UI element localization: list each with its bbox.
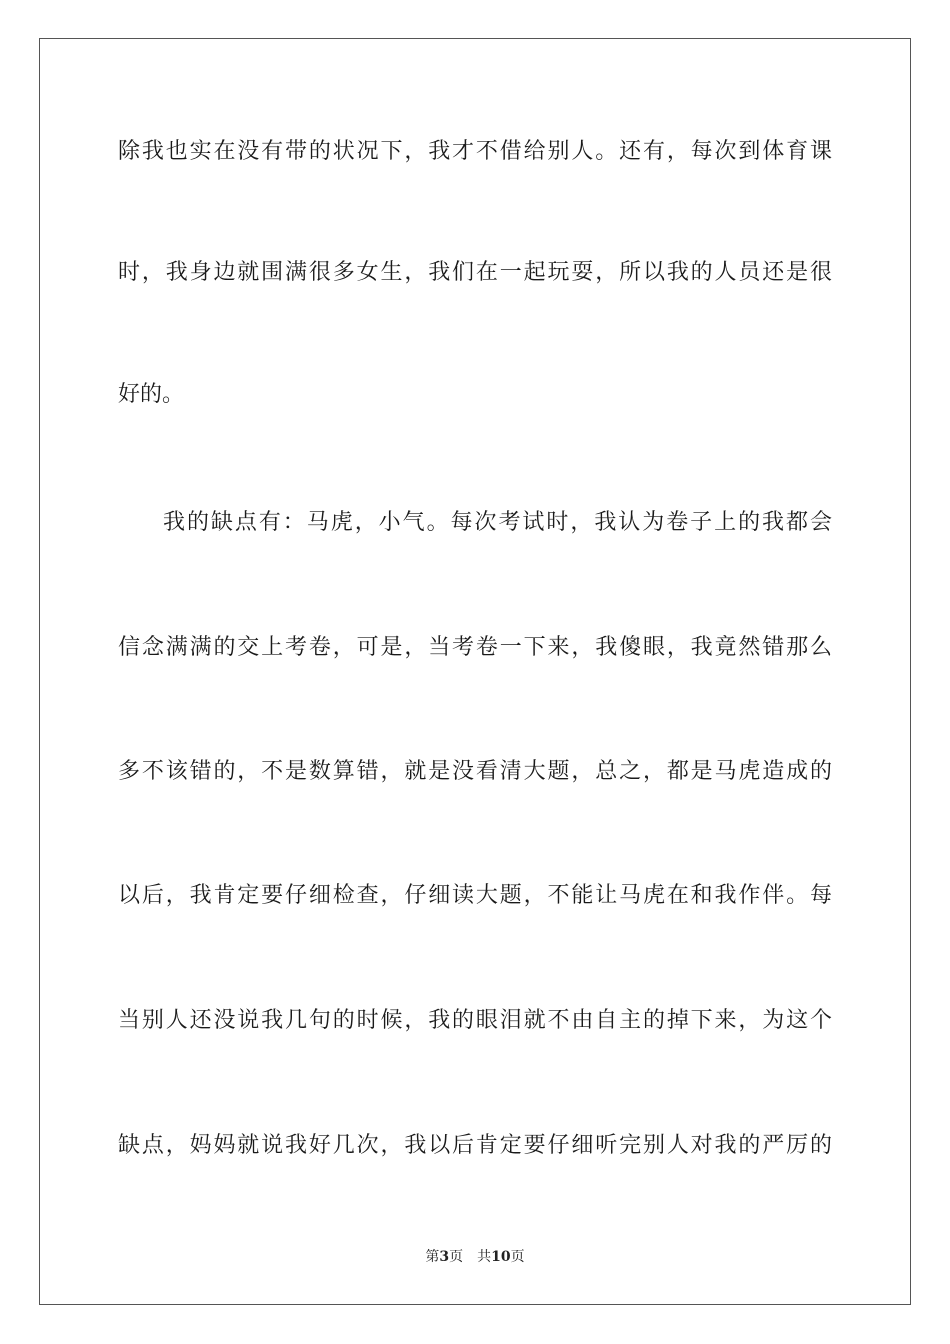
body-text-line: 好的。	[118, 382, 185, 407]
page-unit: 页	[449, 1249, 464, 1265]
current-page-number: 3	[439, 1249, 450, 1265]
total-page-count: 10	[491, 1249, 511, 1265]
page-prefix: 第	[425, 1249, 440, 1265]
body-text-line: 缺点，妈妈就说我好几次，我以后肯定要仔细听完别人对我的严厉的	[118, 1133, 832, 1158]
body-text-line: 除我也实在没有带的状况下，我才不借给别人。还有，每次到体育课	[118, 139, 832, 164]
body-text-line: 时，我身边就围满很多女生，我们在一起玩耍，所以我的人员还是很	[118, 260, 832, 285]
page-border	[39, 38, 911, 1305]
total-unit: 页	[510, 1249, 525, 1265]
total-prefix: 共	[477, 1249, 492, 1265]
paragraph-first-line: 我的缺点有：马虎，小气。每次考试时，我认为卷子上的我都会	[163, 510, 832, 535]
body-text-line: 以后，我肯定要仔细检查，仔细读大题，不能让马虎在和我作伴。每	[118, 883, 832, 908]
body-text-line: 当别人还没说我几句的时候，我的眼泪就不由自主的掉下来，为这个	[118, 1008, 832, 1033]
body-text-line: 多不该错的，不是数算错，就是没看清大题，总之，都是马虎造成的	[118, 759, 832, 784]
page-number-footer	[0, 1247, 950, 1267]
body-text-line: 信念满满的交上考卷，可是，当考卷一下来，我傻眼，我竟然错那么	[118, 635, 832, 660]
